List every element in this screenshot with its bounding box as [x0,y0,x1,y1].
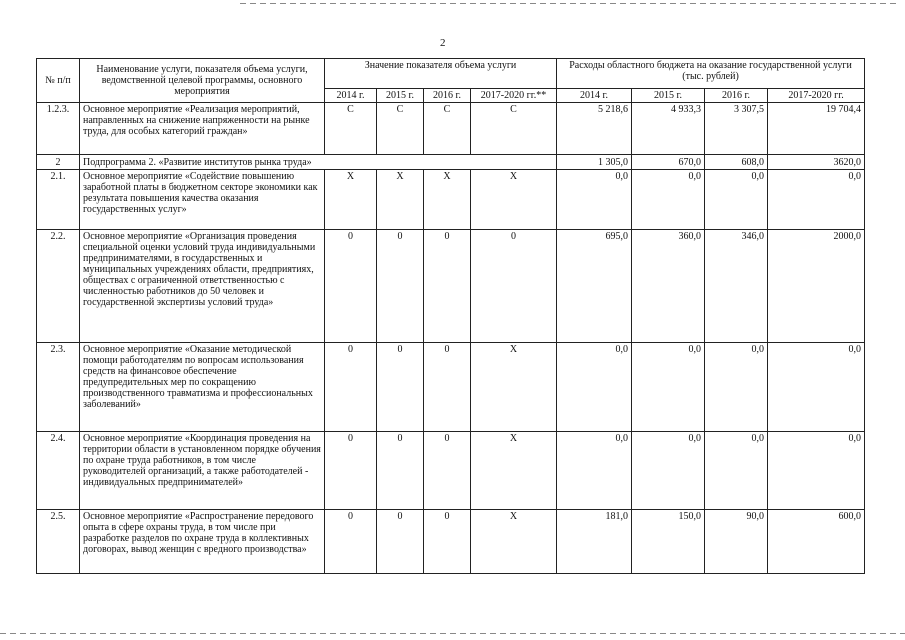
volume-value: 0 [325,510,377,574]
header-name: Наименование услуги, показателя объема услуги, ведомственной целевой программы, основного мероприятия [80,59,325,103]
header-expense: Расходы областного бюджета на оказание государственной услуги (тыс. рублей) [557,59,865,89]
expense-value: 0,0 [705,170,768,230]
row-number: 1.2.3. [37,103,80,155]
row-number: 2.4. [37,432,80,510]
expense-value: 360,0 [632,230,705,343]
expense-value: 4 933,3 [632,103,705,155]
row-number: 2.5. [37,510,80,574]
header-year: 2015 г. [632,89,705,103]
volume-value: 0 [325,432,377,510]
volume-value: С [325,103,377,155]
row-name: Основное мероприятие «Координация проведения на территории области в установленном порядке обучения по охране труда работников, в том числе руководителей организаций, а также работодателей - индивидуальных предпринимателей» [80,432,325,510]
volume-value: Х [424,170,471,230]
expense-value: 695,0 [557,230,632,343]
volume-value: 0 [377,432,424,510]
volume-value: 0 [424,510,471,574]
budget-table [36,58,865,574]
header-year: 2016 г. [705,89,768,103]
expense-value: 0,0 [705,432,768,510]
expense-value: 5 218,6 [557,103,632,155]
volume-value: С [424,103,471,155]
expense-value: 600,0 [768,510,865,574]
volume-value: Х [325,170,377,230]
row-number: 2 [37,155,80,170]
expense-value: 0,0 [557,432,632,510]
volume-value: Х [471,510,557,574]
scan-artifact-bottom [0,633,905,634]
header-year: 2014 г. [325,89,377,103]
table-row [37,230,865,343]
expense-value: 0,0 [632,343,705,432]
volume-value: 0 [424,230,471,343]
header-row-1 [37,59,865,89]
table-row [37,432,865,510]
expense-value: 90,0 [705,510,768,574]
volume-value: 0 [377,230,424,343]
row-name: Основное мероприятие «Распространение передового опыта в сфере охраны труда, в том числе при разработке разделов по охране труда в коллективных договорах, вывод женщин с вредного производства» [80,510,325,574]
header-year: 2015 г. [377,89,424,103]
row-name: Основное мероприятие «Содействие повышению заработной платы в бюджетном секторе экономики как результата повышения качества оказания государственных услуг» [80,170,325,230]
table-row [37,170,865,230]
expense-value: 181,0 [557,510,632,574]
row-number: 2.3. [37,343,80,432]
expense-value: 670,0 [632,155,705,170]
expense-value: 608,0 [705,155,768,170]
row-number: 2.1. [37,170,80,230]
volume-value: 0 [377,510,424,574]
volume-value: 0 [471,230,557,343]
header-year: 2017-2020 гг. [768,89,865,103]
expense-value: 3620,0 [768,155,865,170]
table-row [37,103,865,155]
volume-value: С [471,103,557,155]
expense-value: 3 307,5 [705,103,768,155]
header-num: № п/п [37,59,80,103]
expense-value: 0,0 [632,170,705,230]
expense-value: 19 704,4 [768,103,865,155]
expense-value: 0,0 [768,343,865,432]
row-name: Подпрограмма 2. «Развитие институтов рынка труда» [80,155,557,170]
expense-value: 0,0 [557,343,632,432]
row-name: Основное мероприятие «Реализация мероприятий, направленных на снижение напряженности на рынке труда, для особых категорий граждан» [80,103,325,155]
volume-value: Х [377,170,424,230]
volume-value: 0 [325,230,377,343]
expense-value: 150,0 [632,510,705,574]
volume-value: 0 [424,432,471,510]
expense-value: 0,0 [557,170,632,230]
table-row-subprogram [37,155,865,170]
expense-value: 0,0 [768,170,865,230]
header-year: 2017-2020 гг.** [471,89,557,103]
expense-value: 1 305,0 [557,155,632,170]
table-row [37,510,865,574]
expense-value: 0,0 [768,432,865,510]
volume-value: 0 [377,343,424,432]
page-number: 2 [440,37,446,49]
row-name: Основное мероприятие «Оказание методической помощи работодателям по вопросам использования средств на финансовое обеспечение предупредительных мер по сокращению производственного травматизма и профессиональных заболеваний» [80,343,325,432]
expense-value: 0,0 [632,432,705,510]
row-name: Основное мероприятие «Организация проведения специальной оценки условий труда индивидуальными предпринимателями, в государственных и муниципальных учреждениях области, предприятиях, обществах с ограниченной ответственностью с численностью работников до 50 человек и государственной экспертизы условий труда» [80,230,325,343]
volume-value: Х [471,170,557,230]
volume-value: 0 [424,343,471,432]
table-row [37,343,865,432]
volume-value: Х [471,432,557,510]
header-year: 2016 г. [424,89,471,103]
scan-artifact-top [240,3,900,4]
header-volume: Значение показателя объема услуги [325,59,557,89]
volume-value: С [377,103,424,155]
expense-value: 0,0 [705,343,768,432]
expense-value: 346,0 [705,230,768,343]
header-year: 2014 г. [557,89,632,103]
expense-value: 2000,0 [768,230,865,343]
volume-value: Х [471,343,557,432]
row-number: 2.2. [37,230,80,343]
volume-value: 0 [325,343,377,432]
